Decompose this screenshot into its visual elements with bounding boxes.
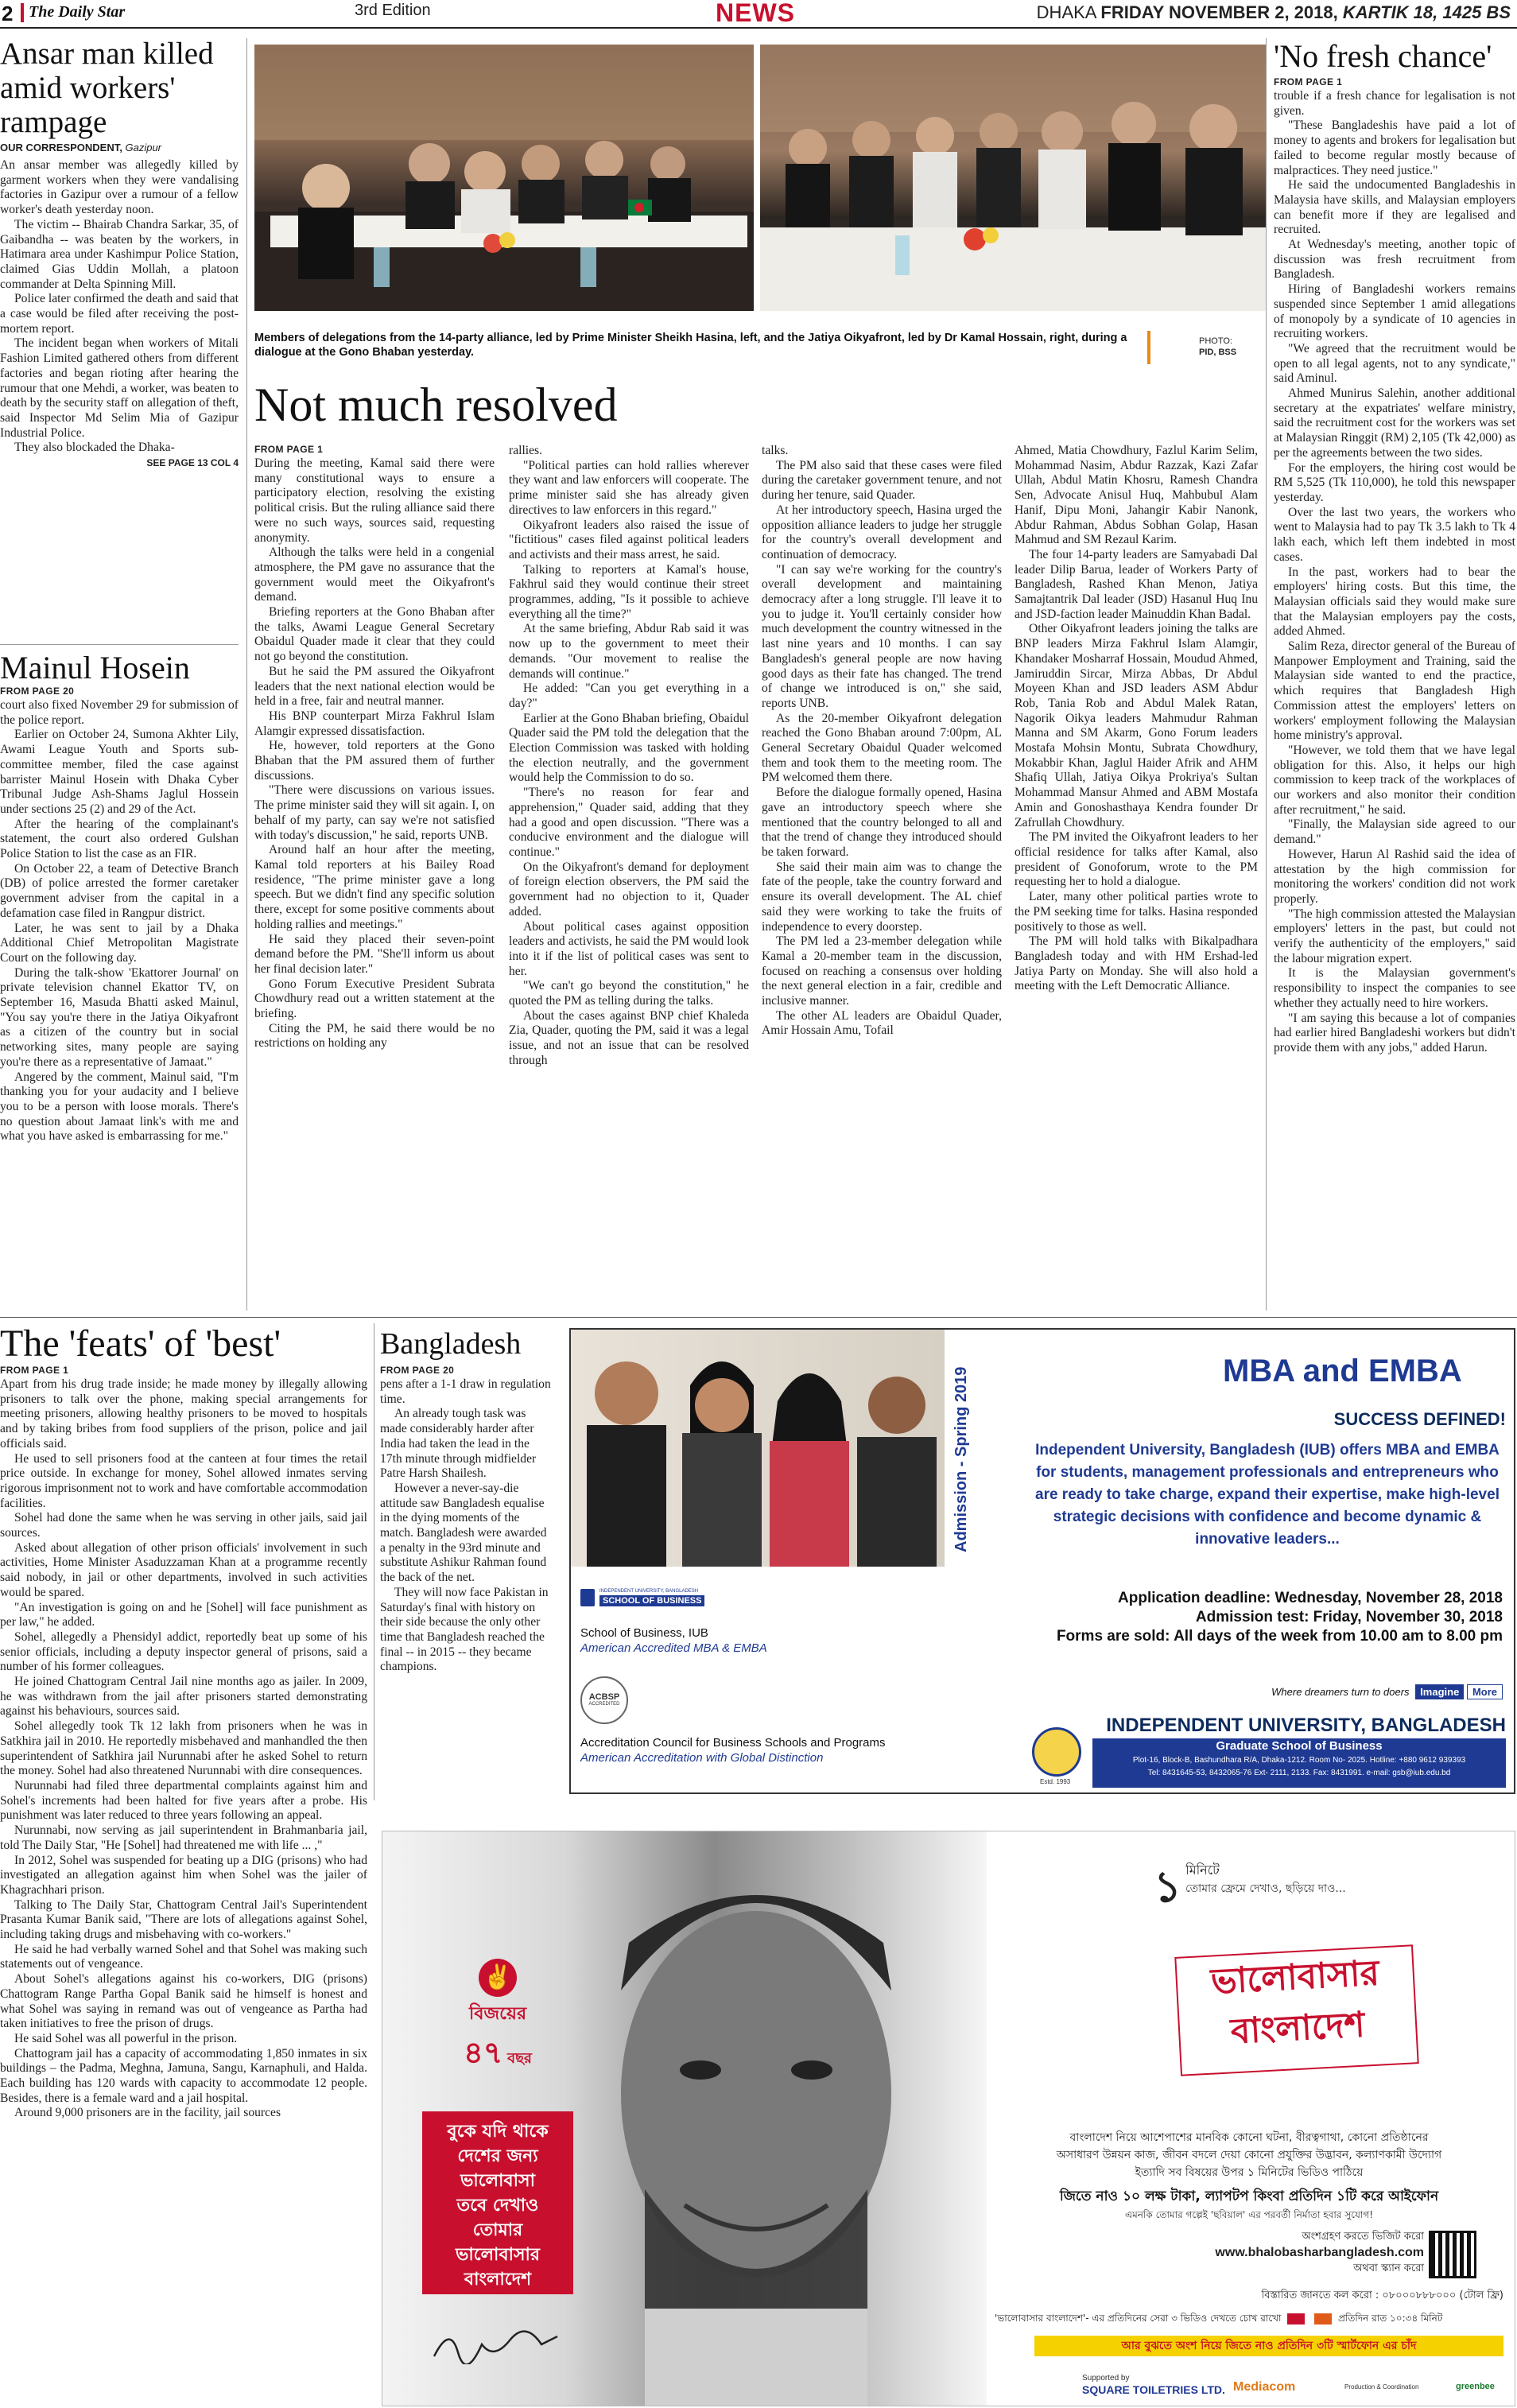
paragraph: The PM invited the Oikyafront leaders to her official residence for talks after Kamal, also president of Gonoforum, wrote to the PM requesting her to hold a dialogue. [1015, 830, 1258, 889]
paragraph: The incident began when workers of Mitali Fashion Limited gathered others from different factories and began rioting after hearing the rumour that one Mehdi, a worker, was beaten to death by the security staff on allegation of theft, said Inspector Md Selim Mia of Gazipur Industrial Police. [0, 336, 239, 440]
paragraph: "The high commission attested the Malaysian employers' letters in the past, but could not verify the authenticity of the employers," said the labour migration expert. [1274, 907, 1515, 965]
address-line-2: Tel: 8431645-53, 8432065-76 Ext- 2111, 2133. Fax: 8431991. e-mail: gsb@iub.edu.bd [1147, 1769, 1451, 1777]
paragraph: Sohel, allegedly a Phensidyl addict, reportedly beat up some of his senior officials, including a deputy inspector general of prisons, said a number of his former colleagues. [0, 1629, 367, 1674]
iub-estd: Estd. 1993 [1040, 1778, 1071, 1785]
resolved-col-1 [254, 444, 495, 1299]
paragraph: Talking to The Daily Star, Chattogram Central Jail's Superintendent Prasanta Kumar Banik said, "There are lots of allegations against Sohel, including taking drugs and misbehaving with co-workers." [0, 1897, 367, 1942]
ad-iub-body: Independent University, Bangladesh (IUB) offers MBA and EMBA for students, management professionals and entrepreneurs who are ready to take charge, expand their expertise, make high-level strategic decisions with confidence and become dynamic & innovative leaders... [1035, 1442, 1500, 1548]
paragraph: Police later confirmed the death and said that a case would be filed after receiving the post-mortem report. [0, 292, 239, 336]
paragraph: Later, many other political parties wrote to the PM seeking time for talks. Hasina responded positively to those as well. [1015, 890, 1258, 934]
poem-line: তোমার [472, 2220, 523, 2240]
iub-seal-icon [1032, 1727, 1081, 1777]
paragraph: About Sohel's allegations against his co-workers, DIG (prisons) Chattogram Range Partha Gopal Banik said he himself is honest and what Sohel was saying in remand was out of vengeance as Partha had taken initiatives to free the prison of drugs. [0, 1972, 367, 2031]
campaign-logo-line-2: বাংলাদেশ [1229, 2004, 1366, 2053]
kicker-nofresh: FROM PAGE 1 [1274, 76, 1343, 87]
channel-logo-icon [1314, 2313, 1332, 2324]
paragraph: "I am saying this because a lot of companies had earlier hired Bangladeshi workers but didn't provide them with any jobs," added Harun. [1274, 1011, 1515, 1054]
paragraph: Ahmed Munirus Salehin, another additional secretary at the expatriates' welfare ministry, said the recruitment cost for the workers was set at Malaysian Ringgit (RM) 2,105 (Tk 42,000) as per the agreements between the two sides. [1274, 386, 1515, 460]
paragraph: He said he had verbally warned Sohel and that Sohel was making such statements out of vengeance. [0, 1942, 367, 1971]
paragraph: Before the dialogue formally opened, Hasina gave an introductory speech where she mentioned that the country belonged to all and that the trend of change they introduced should be taken forward. [762, 786, 1002, 859]
poem-line: ভালোবাসা [460, 2171, 535, 2191]
poem-line: দেশের জন্য [457, 2146, 538, 2166]
paragraph: At her introductory speech, Hasina urged the opposition alliance leaders to judge her struggle for the country's overall development and continuation of democracy. [762, 503, 1002, 561]
ad-iub-dates [1057, 1589, 1503, 1646]
paragraph: In 2012, Sohel was suspended for beating up a DIG (prisons) who had investigated an allegation against him when Sohel was the jailer of Khagrachhari prison. [0, 1853, 367, 1897]
section-divider [0, 1317, 1517, 1318]
paragraph: On October 22, a team of Detective Branch (DB) of police arrested the former caretaker government adviser from the capital in a defamation case filed in Rangpur district. [0, 861, 239, 920]
paragraph: They will now face Pakistan in Saturday's final with history on their side because the only other time that Bangladesh reached the final -- in 2015 -- they became champions. [380, 1585, 549, 1674]
paragraph: talks. [762, 444, 789, 457]
poem-line: বাংলাদেশ [464, 2270, 532, 2290]
paragraph: His BNP counterpart Mirza Fakhrul Islam Alamgir expressed dissatisfaction. [254, 709, 495, 738]
campaign-details: বিস্তারিত জানতে কল করো : ০৮০০০৮৮৮০০০ (টোল ফ্রি) [1261, 2290, 1503, 2301]
tagline-text: Where dreamers turn to doers [1271, 1686, 1410, 1698]
victory-badge [454, 1959, 541, 2080]
paragraph: He said they placed their seven-point demand before the PM. "She'll inform us about her final decision later." [254, 932, 495, 976]
paragraph: During the meeting, Kamal said there were many constitutional ways to ensure a participatory election, resolving the existing political crisis. But the ruling alliance said there were no such ways, sources said, requesting anonymity. [254, 456, 495, 545]
qr-code-icon[interactable] [1429, 2231, 1476, 2278]
paragraph: An ansar member was allegedly killed by garment workers when they were vandalising factories in Gazipur over a rumour of a fellow worker's death yesterday noon. [0, 158, 239, 217]
paragraph: As the 20-member Oikyafront delegation reached the Gono Bhaban around 7:00pm, AL General Secretary Obaidul Quader welcomed them and took them to the meeting room. The PM welcomed them there. [762, 711, 1002, 785]
page-number: 2 [2, 2, 14, 25]
paper-name: The Daily Star [29, 3, 126, 21]
ad-iub-title: MBA and EMBA [1223, 1354, 1462, 1388]
paragraph: The PM also said that these cases were filed during the caretaker government tenure, and not during her tenure, said Quader. [762, 458, 1002, 503]
paragraph: Sohel had done the same when he was serving in other jails, said jail sources. [0, 1511, 367, 1540]
mediacom-logo: Mediacom [1233, 2380, 1296, 2394]
poem-line: তবে দেখাও [456, 2196, 539, 2216]
dateline [1037, 2, 1511, 23]
campaign-logo-line-1: ভালোবাসার [1209, 1952, 1381, 2002]
ad-iub[interactable] [569, 1328, 1515, 1794]
article-feats [0, 1323, 367, 2408]
paragraph: Salim Reza, director general of the Bureau of Manpower Employment and Training, said the Malaysian side wanted to end the practice, which requires that Bangladesh High Commission attest the employers' letters on workers' employment following the Malaysian home ministry's approval. [1274, 639, 1515, 743]
paragraph: pens after a 1-1 draw in regulation time. [380, 1377, 551, 1406]
edition-label: 3rd Edition [355, 2, 431, 19]
paragraph: Gono Forum Executive President Subrata Chowdhury read out a written statement at the briefing. [254, 977, 495, 1021]
paragraph: "Finally, the Malaysian side agreed to our demand." [1274, 818, 1515, 847]
kicker-mainul: FROM PAGE 20 [0, 686, 75, 697]
paragraph: It is the Malaysian government's responsibility to inspect the companies to see whether they actually need to hire workers. [1274, 966, 1515, 1010]
headline-feats: The 'feats' of 'best' [0, 1323, 281, 1365]
paragraph: About the cases against BNP chief Khaleda Zia, Quader, quoting the PM, said it was a legal issue, and not an issue that can be resolved through [509, 1008, 749, 1067]
acbsp-badge [580, 1676, 628, 1724]
paragraph: He, however, told reporters at the Gono Bhaban that the PM assured them of further discussions. [254, 739, 495, 783]
kicker-resolved: FROM PAGE 1 [254, 444, 324, 455]
paragraph: Oikyafront leaders also raised the issue of "fictitious" cases filed against political leaders and activists and their mass arrest, he said. [509, 518, 749, 561]
paragraph: Although the talks were held in a congenial atmosphere, the PM gave no assurance that the government would meet the Oikyafront's demand. [254, 546, 495, 604]
ad-square[interactable] [382, 1831, 1515, 2406]
paragraph: But he said the PM assured the Oikyafront leaders that the next national election would be held in a free, fair and neutral manner. [254, 664, 495, 709]
one-minute-sub: তোমার ফ্রেমে দেখাও, ছড়িয়ে দাও... [1185, 1882, 1346, 1895]
byline-place: Gazipur [125, 142, 162, 153]
campaign-watch [995, 2312, 1508, 2328]
description-line: ইত্যাদি সব বিষয়ের উপর ১ মিনিটের ভিডিও পাঠিয়ে [1135, 2166, 1364, 2179]
poem-box [422, 2111, 573, 2294]
paragraph: "Political parties can hold rallies wherever they want and law enforcers will cooperate. The prime minister said she has already given directives to law enforcers in this regard." [509, 458, 749, 517]
masthead-bar [21, 3, 24, 22]
paragraph: The victim -- Bhairab Chandra Sarkar, 35, of Gaibandha -- was beaten by the workers, in Hatimara area under Kashimpur Police Station, claimed Gias Uddin Mollah, a platoon commander at Delta Spinning Mill. [0, 217, 239, 291]
paragraph: Citing the PM, he said there would be no restrictions on holding any [254, 1021, 495, 1051]
paragraph: The PM led a 23-member delegation while Kamal a 20-member team in the discussion, focused on reaching a consensus over holding the next general election in a fair, credible and inclusive manner. [762, 934, 1002, 1008]
paragraph: He added: "Can you get everything in a day?" [509, 682, 749, 710]
column-divider [1266, 38, 1267, 1311]
paragraph: Hiring of Bangladeshi workers remains suspended since September 1 amid allegations of monopoly by a syndicate of 10 agencies in recruiting workers. [1274, 282, 1515, 341]
poem-line: বুকে যদি থাকে [447, 2122, 549, 2142]
resolved-col-2 [509, 444, 749, 1299]
paragraph: At Wednesday's meeting, another topic of discussion was fresh recruitment from Bangladesh. [1274, 238, 1515, 282]
paragraph: "However, we told them that we have legal obligation for this. Also, it helps our high commission to keep track of the workplaces of our workers and also monitor their condition after recruitment," he said. [1274, 743, 1515, 817]
paragraph: Over the last two years, the workers who went to Malaysia had to pay Tk 3.5 lakh to Tk 4 lakh each, which left them indebted in most cases. [1274, 505, 1515, 564]
photo-credit [1199, 336, 1236, 358]
ad-iub-uni: INDEPENDENT UNIVERSITY, BANGLADESH [1106, 1715, 1506, 1736]
more-button[interactable]: More [1467, 1684, 1503, 1699]
accred-text: Accreditation Council for Business Schools and Programs [580, 1736, 886, 1750]
body-mainul [0, 698, 239, 1144]
masthead [0, 0, 1517, 27]
paragraph: Earlier on October 24, Sumona Akhter Lily, Awami League Youth and Sports sub-committee member, filed the case against barrister Mainul Hosein with Dhaka Cyber Tribunal Judge Ash-Shams Jaglul Hossein under sections 25 (2) and 29 of the Act. [0, 728, 239, 816]
ad-iub-vertical: Admission - Spring 2019 [952, 1366, 970, 1552]
byline-ansar [0, 142, 239, 153]
headline-resolved: Not much resolved [254, 379, 618, 431]
paragraph: She said their main aim was to change the fate of the people, take the country forward and ensure its overall development. The AL chief said they were working to take the fruits of independence to every doorstep. [762, 860, 1002, 934]
victory-text-number [454, 2029, 541, 2080]
paragraph: Sohel allegedly took Tk 12 lakh from prisoners when he was in Satkhira jail in 2010. He reportedly misbehaved and manhandled the then superintendent of Satkhira jail Nurunnabi after he asked Sohel to return the money. Sohel had also threatened Nurunnabi with dire consequences. [0, 1719, 367, 1778]
paragraph: "We can't go beyond the constitution," he quoted the PM as telling during the talks. [509, 979, 749, 1008]
ad-iub-tagline [1271, 1686, 1503, 1698]
delegation-photo-left [254, 45, 754, 311]
paragraph: An already tough task was made considerably harder after India had taken the lead in the 17th minute through midfielder Patre Harsh Shailesh. [380, 1407, 537, 1481]
paragraph: Apart from his drug trade inside; he made money by illegally allowing prisoners to talk over the phone, making special arrangements for meeting prisoners, allowing healthy prisoners to be moved to hospitals and by taking bribes from food suppliers of the prison, police and jail officials said. [0, 1377, 367, 1451]
photo-credit-source: PID, BSS [1199, 348, 1237, 357]
section-label: NEWS [716, 0, 795, 27]
article-nofresh [1274, 37, 1515, 1309]
delegation-photo-right [760, 45, 1266, 311]
students-photo [571, 1330, 945, 1567]
caption-marker [1147, 331, 1150, 364]
campaign-description [987, 2129, 1511, 2181]
paragraph: Angered by the comment, Mainul said, "I'm thanking you for your audacity and I believe you to be a person with loose morals. There's no question about Jamaat link's with me and what you have asked is embarrassing for me." [0, 1070, 239, 1144]
paragraph: trouble if a fresh chance for legalisation is not given. [1274, 89, 1515, 118]
application-deadline: Application deadline: Wednesday, November 28, 2018 [1118, 1590, 1503, 1606]
photo-credit-label: PHOTO: [1199, 336, 1232, 346]
paragraph: "An investigation is going on and he [Sohel] will face punishment as per law," he added. [0, 1600, 367, 1629]
paragraph: He said Sohel was all powerful in the prison. [14, 2031, 238, 2045]
paragraph: Briefing reporters at the Gono Bhaban after the talks, Awami League General Secretary Obaidul Quader made it clear that they could not go beyond the constitution. [254, 605, 495, 664]
paragraph: After the hearing of the complainant's statement, the court also ordered Gulshan Police Station to list the case as an FIR. [0, 817, 239, 861]
kicker-feats: FROM PAGE 1 [0, 1365, 69, 1376]
campaign-url[interactable]: www.bhalobasharbangladesh.com [1215, 2246, 1424, 2259]
paragraph: The other AL leaders are Obaidul Quader, Amir Hossain Amu, Tofail [762, 1008, 1002, 1038]
description-line: অসাধারণ উন্নয়ন কাজ, জীবন বদলে দেয়া কোনো প্রযুক্তির উদ্ভাবন, কল্যাণকামী উদ্যোগ [1056, 2149, 1442, 2161]
paragraph: Around 9,000 prisoners are in the facility, jail sources [14, 2106, 281, 2120]
one-minute-number: ১ [1154, 1862, 1182, 1912]
campaign-prize: জিতে নাও ১০ লক্ষ টাকা, ল্যাপটপ কিংবা প্রতিদিন ১টি করে আইফোন [1059, 2189, 1439, 2204]
paragraph: Other Oikyafront leaders joining the talks are BNP leaders Mirza Fakhrul Islam Alamgir, Khandaker Mosharraf Hossain, Moudud Ahmed, Jamiruddin Sircar, Mirza Abbas, Dr Abdul Moyeen Khan and JSD leaders ASM Abdur Rob, Tania Rob and Abdul Malek Ratan, Nagorik Oikya leaders Mahmudur Rahman Manna and SM Akarm, Gono Forum leaders Mostafa Mohsin Montu, Subrata Chowdhury, Mokabbir Khan, Jaglul Haider Afrik and AHM Shafiq Ullah, Jatiya Oikya Prokriya's Sultan Mohammad Mansur Ahmed and ABM Mostafa Amin and Gonoshasthaya Kendra founder Dr Zafrullah Chowdhury. [1015, 622, 1258, 829]
acbsp-label: ACBSP [588, 1692, 620, 1702]
greenbee-logo: greenbee [1456, 2382, 1495, 2391]
visit-label: অংশগ্রহণ করতে ভিজিট করো [1302, 2231, 1424, 2243]
dateline-city: DHAKA [1036, 2, 1096, 22]
signature-icon [430, 2324, 565, 2364]
photo-caption: Members of delegations from the 14-party alliance, led by Prime Minister Sheikh Hasina, left, and the Jatiya Oikyafront, led by Dr Kamal Hossain, right, during a dialogue at the Gono Bhaban yesterday. [254, 332, 1127, 359]
broadcast-time: প্রতিদিন রাত ১০:৩৪ মিনিট [1338, 2313, 1443, 2324]
paragraph: He joined Chattogram Central Jail nine months ago as jailer. In 2009, he was withdrawn from the jail after prisoners started demonstrating against his behaviours, sources said. [0, 1675, 367, 1719]
jump-ansar: SEE PAGE 13 COL 4 [146, 457, 239, 469]
campaign-prize-sub: এমনকি তোমার গল্পেই 'ছবিয়াল' এর পরবর্তী নির্মাতা হবার সুযোগ! [1124, 2209, 1374, 2220]
sponsor-strip [995, 2372, 1511, 2401]
paragraph: About political cases against opposition leaders and activists, he said the PM would look into it if the list of political cases was sent to her. [509, 919, 749, 978]
byline-role: OUR CORRESPONDENT, [0, 142, 122, 153]
headline-mainul: Mainul Hosein [0, 651, 190, 686]
photo-right [760, 45, 1266, 311]
channel-logo-icon [1287, 2313, 1305, 2324]
article-mainul [0, 651, 239, 1309]
campaign-logo [1174, 1944, 1418, 2076]
headline-ansar: Ansar man killed amid workers' rampage [0, 37, 214, 139]
imagine-button[interactable]: Imagine [1415, 1684, 1464, 1699]
paragraph: Nurunnabi had filed three departmental complaints against him and Sohel's increments had been halted for five years after a probe. His punishment was later reduced to three years following an appeal. [0, 1778, 367, 1823]
campaign-bottom-banner: আর বুঝতে অংশ নিয়ে জিতে নাও প্রতিদিন ৩টি স্মার্টফোন এর চাঁদ [1034, 2336, 1503, 2356]
square-logo: SQUARE TOILETRIES LTD. [1082, 2383, 1225, 2396]
acbsp-accredited: ACCREDITED [588, 1702, 620, 1707]
one-minute-label: মিনিটে [1185, 1862, 1220, 1878]
paragraph: On the Oikyafront's demand for deployment of foreign election observers, the PM said the government had no objection to it, Quader added. [509, 860, 749, 919]
paragraph: The four 14-party leaders are Samyabadi Dal leader Dilip Barua, leader of Workers Party of Bangladesh, Rashed Khan Menon, Jatiya Samajtantrik Dal leader (JSD) Hasanul Huq Inu and JSD-faction leader Mainuddin Khan Badal. [1015, 547, 1258, 621]
paragraph: In the past, workers had to bear the employers' hiring costs. But this time, the Malaysian officials said they would make sure that the Malaysian employers pay the costs, added Ahmed. [1274, 565, 1515, 639]
headline-nofresh: 'No fresh chance' [1274, 38, 1492, 74]
paragraph: Ahmed, Matia Chowdhury, Fazlul Karim Selim, Mohammad Nasim, Abdur Razzak, Kazi Zafar Ullah, Abdul Matin Khosru, Ramesh Chandra Sen, Advocate Anisul Huq, Mahbubul Alam Hanif, Dipu Moni, Jahangir Kabir Nanonk, Abdur Rahman, Abdus Sobhan Golap, Hasan Mahmud and SM Rezaul Karim. [1015, 444, 1258, 547]
masthead-rule [0, 27, 1517, 29]
paragraph: Talking to reporters at Kamal's house, Fakhrul said they would continue their street programmes, adding, "Is it possible to achieve everything all the time?" [509, 562, 749, 621]
scan-label: অথবা স্ক্যান করো [1353, 2262, 1424, 2274]
paragraph: At the same briefing, Abdur Rab said it was now up to the government to meet their demands. "Our movement to realise the demands will continue." [509, 622, 749, 681]
paragraph: Earlier at the Gono Bhaban briefing, Obaidul Quader said the PM told the delegation that the Election Commission was tasked with holding the election neutrally, and the government would help the Commission to do so. [509, 711, 749, 785]
victory-number: ৪৭ [464, 2035, 503, 2070]
paragraph: However, Harun Al Rashid said the idea of attestation by the high commission for monitoring the workers' condition did not work properly. [1274, 847, 1515, 906]
resolved-col-4 [1015, 444, 1258, 1299]
paragraph: "I can say we're working for the country's overall development and maintaining democracy after a long struggle. I'll leave it to you to judge it. You'll certainly consider how much development the country witnessed in the last nine years and 10 months. I can say Bangladesh's general people are now having good days as their fate has changed. The trend of change we introduced is on," she said, reports UNB. [762, 562, 1002, 710]
ad-iub-subtitle: SUCCESS DEFINED! [1333, 1409, 1506, 1429]
paragraph: He said the undocumented Bangladeshis in Malaysia have skills, and Malaysian employers can benefit more if they are legalised and recruited. [1274, 178, 1515, 237]
watch-text: 'ভালোবাসার বাংলাদেশ'- এর প্রতিদিনের সেরা ৩ ভিডিও দেখতে চোখ রাখো [995, 2313, 1282, 2324]
ad-iub-logo [580, 1589, 771, 1610]
campaign-visit [1185, 2229, 1424, 2277]
description-line: বাংলাদেশ নিয়ে আশেপাশের মানবিক কোনো ঘটনা, বীরত্বগাথা, কোনো প্রতিষ্ঠানের [1069, 2131, 1429, 2144]
photo-left [254, 45, 754, 311]
school-sub: American Accredited MBA & EMBA [580, 1641, 767, 1655]
article-bangladesh [380, 1323, 552, 1800]
kicker-bangladesh: FROM PAGE 20 [380, 1365, 455, 1376]
paragraph: Around half an hour after the meeting, Kamal told reporters at his Bailey Road residence, "The prime minister gave a long speech. But we didn't find any specific solution there, except for some positive comments about holding rallies and meetings." [254, 843, 495, 931]
production-label: Production & Coordination [1344, 2383, 1419, 2391]
supported-label: Supported by [1082, 2374, 1130, 2383]
column-divider [246, 38, 247, 1311]
victory-hand-icon: ✌ [479, 1959, 517, 1997]
logo-school-name: SCHOOL OF BUSINESS [599, 1595, 704, 1606]
school-badge-icon [580, 1589, 595, 1606]
paragraph: "We agreed that the recruitment would be open to all legal agents, not to any syndicate," said Aminul. [1274, 341, 1515, 386]
victory-years: বছর [507, 2050, 532, 2067]
paragraph: "There were discussions on various issues. The prime minister said they will sit again. I, on behalf of my party, can say we're not satisfied with today's discussion," he said, reports UNB. [254, 783, 495, 842]
paragraph: He used to sell prisoners food at the canteen at four times the retail price outside. In exchange for money, Sohel allowed inmates serving rigorous imprisonment not to work and have comfortable accommodation facilities. [0, 1451, 367, 1510]
paragraph: However a never-say-die attitude saw Bangladesh equalise in the dying moments of the match. Bangladesh were awarded a penalty in the 93rd minute and substitute Ashikur Rahman found the back of the net. [380, 1481, 547, 1585]
poem-line: ভালোবাসার [455, 2245, 541, 2265]
paragraph: Chattogram jail has a capacity of accommodating 1,850 inmates in six buildings – the Padma, Meghna, Jamuna, Sangu, Karnaphuli, and Halda. Each building has 120 wards with capacity to accommodate 12 people. Besides, there is a female ward and a jail hospital. [0, 2046, 367, 2105]
logo-top-text: INDEPENDENT UNIVERSITY, BANGLADESH [599, 1589, 699, 1594]
paragraph: rallies. [509, 444, 542, 457]
paragraph: The PM will hold talks with Bikalpadhara Bangladesh today and with HM Ershad-led Jatiya Party on Monday. She will also hold a meeting with the Left Democratic Alliance. [1015, 934, 1258, 993]
paragraph: Asked about allegation of other prison officials' involvement in such activities, Home Minister Asaduzzaman Khan at a programme recently said nobody, in jail or other departments, involved in such activities would be spared. [0, 1540, 367, 1599]
paragraph: "These Bangladeshis have paid a lot of money to agents and brokers for legalisation but failed to become regular mostly because of malpractices. They need justice." [1274, 118, 1515, 177]
address-line-1: Plot-16, Block-B, Bashundhara R/A, Dhaka-1212. Room No- 2025. Hotline: +880 9612 939393 [1132, 1756, 1466, 1765]
school-name: School of Business, IUB [580, 1626, 708, 1640]
article-ansar [0, 37, 239, 641]
paragraph: Later, he was sent to jail by a Dhaka Additional Chief Metropolitan Magistrate Court on the following day. [0, 921, 239, 965]
paragraph: For the employers, the hiring cost would be RM 5,525 (Tk 110,000), he told this newspaper yesterday. [1274, 460, 1515, 504]
resolved-col-3 [762, 444, 1002, 1299]
paragraph: "There's no reason for fear and apprehension," Quader said, adding that they had a good and open discussion. "There was a conducive environment and the dialogue will continue." [509, 786, 749, 859]
divider [0, 644, 239, 645]
ad-iub-footer [1092, 1738, 1506, 1788]
admission-test: Admission test: Friday, November 30, 2018 [1195, 1609, 1503, 1625]
paragraph: During the talk-show 'Ekattorer Journal' on private television channel Ekattor TV, on September 16, Masuda Bhatti asked Mainul, "You say you're there in the Jatiya Oikyafront as a citizen of the country but in social networking sites, many people are saying you're there as a representative of Jamaat." [0, 965, 239, 1069]
dateline-bangla: KARTIK 18, 1425 BS [1342, 2, 1511, 22]
ad-iub-photo [571, 1330, 945, 1567]
victory-text-1: বিজয়ের [468, 2004, 527, 2024]
dateline-date: FRIDAY NOVEMBER 2, 2018, [1100, 2, 1338, 22]
paragraph: Nurunnabi, now serving as jail superintendent in Brahmanbaria jail, told The Daily Star, "He [Sohel] had threatened me with life ... ," [0, 1823, 367, 1852]
paragraph: court also fixed November 29 for submission of the police report. [0, 698, 239, 727]
grad-school: Graduate School of Business [1216, 1739, 1383, 1753]
ad-iub-accred [580, 1735, 886, 1765]
headline-bangladesh: Bangladesh [380, 1327, 522, 1361]
paragraph: They also blockaded the Dhaka- [14, 441, 175, 455]
ad-iub-school [580, 1625, 767, 1656]
forms-sold: Forms are sold: All days of the week from 10.00 am to 8.00 pm [1056, 1628, 1503, 1645]
accred-sub: American Accreditation with Global Distinction [580, 1751, 824, 1765]
body-ansar [0, 158, 239, 456]
